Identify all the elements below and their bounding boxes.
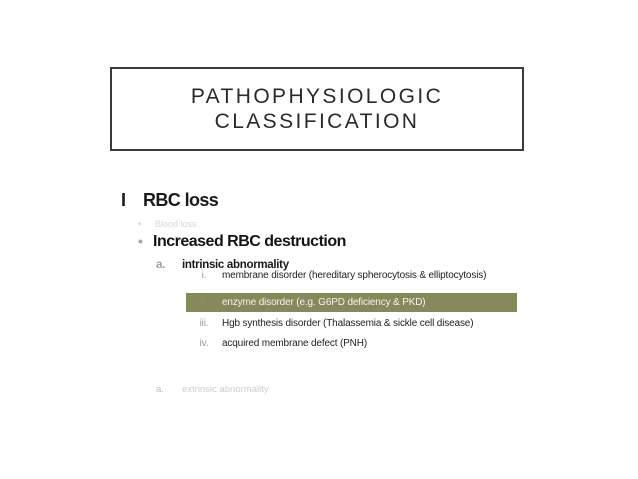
subheading-marker: a.	[156, 384, 164, 395]
subheading-marker: a.	[156, 259, 165, 271]
list-item-marker: ii.	[200, 297, 208, 308]
list-item	[186, 314, 517, 333]
list-item-text: membrane disorder (hereditary spherocytosis & elliptocytosis)	[222, 270, 487, 281]
list-item-text: enzyme disorder (e.g. G6PD deficiency & PKD)	[222, 297, 426, 308]
title-box	[110, 67, 524, 151]
slide-title: PATHOPHYSIOLOGIC CLASSIFICATION	[190, 85, 444, 133]
section-number: I	[121, 190, 126, 210]
bullet-icon: •	[138, 219, 142, 229]
list-item-marker: iv.	[199, 338, 209, 349]
bullet-blood-loss	[138, 219, 197, 229]
bullet-text: Blood loss	[155, 219, 197, 229]
list-item	[186, 266, 517, 285]
subheading-text: intrinsic abnormality	[182, 259, 289, 271]
section-heading-text: RBC loss	[143, 190, 219, 210]
subheading-extrinsic	[156, 384, 269, 395]
bullet-icon: •	[138, 233, 143, 249]
list-item-text: Hgb synthesis disorder (Thalassemia & sickle cell disease)	[222, 318, 474, 329]
list-item-marker: iii.	[199, 318, 209, 329]
subheading-text: extrinsic abnormality	[182, 384, 269, 395]
bullet-text: Increased RBC destruction	[153, 233, 346, 250]
list-item-marker: i.	[201, 270, 207, 281]
list-item	[186, 334, 517, 353]
list-item-text: acquired membrane defect (PNH)	[222, 338, 368, 349]
section-heading	[121, 190, 218, 211]
list-item-highlighted	[186, 293, 517, 312]
bullet-increased-destruction	[138, 233, 346, 251]
